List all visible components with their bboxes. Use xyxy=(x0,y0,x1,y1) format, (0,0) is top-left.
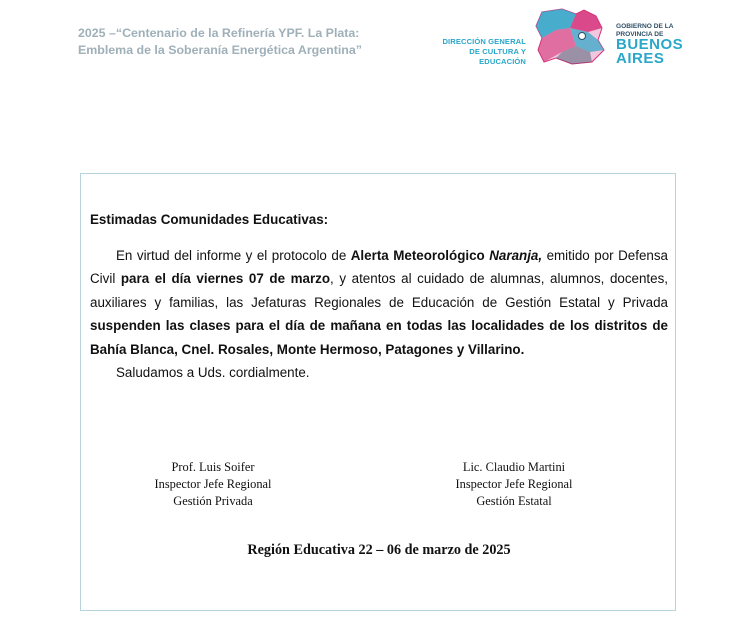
gob-line: PROVINCIA DE xyxy=(616,30,664,38)
signature-name: Lic. Claudio Martini xyxy=(462,460,566,474)
gob-line: GOBIERNO DE LA xyxy=(616,23,674,30)
dgce-line: DIRECCIÓN GENERAL xyxy=(442,37,526,46)
gob-line: BUENOS xyxy=(616,36,684,53)
province-map-logo-icon xyxy=(532,6,610,66)
body-segment: , y atentos al cuidado de alumnas, alumnos, docentes, auxiliares y familias, las Jefaturas Regionales de Educación de Gestión Estatal y Privada xyxy=(90,271,669,310)
body-segment: En virtud del informe y el protocolo de xyxy=(116,248,351,263)
body-segment-bold: Alerta Meteorológico xyxy=(350,248,490,263)
letter-body xyxy=(90,244,668,361)
signature-block-left xyxy=(113,459,313,510)
motto-line: 2025 –“Centenario de la Refinería YPF. La Plata: xyxy=(78,26,360,40)
signature-role: Inspector Jefe Regional xyxy=(154,477,272,491)
signature-role: Inspector Jefe Regional xyxy=(455,477,573,491)
region-date: Región Educativa 22 – 06 de marzo de 2025 xyxy=(247,542,511,558)
signature-area: Gestión Estatal xyxy=(476,494,552,508)
signature-area: Gestión Privada xyxy=(173,494,253,508)
letter-box xyxy=(80,173,676,611)
body-segment: emitido por Defensa Civil xyxy=(90,248,668,287)
dgce-logo-text xyxy=(422,37,526,67)
letter-closing: Saludamos a Uds. cordialmente. xyxy=(116,365,310,380)
gobierno-logo-text xyxy=(616,23,736,66)
header-motto xyxy=(78,25,408,59)
dgce-line: EDUCACIÓN xyxy=(479,57,526,66)
body-segment-bold: suspenden las clases para el día de mañana en todas las localidades de los distritos de Bahía Blanca, Cnel. Rosales, Monte Hermoso, Patagones y Villarino. xyxy=(90,318,668,357)
gob-line: AIRES xyxy=(616,50,665,67)
signature-block-right xyxy=(414,459,614,510)
letter-greeting: Estimadas Comunidades Educativas: xyxy=(90,212,329,227)
body-segment-bold: para el día viernes 07 de marzo xyxy=(120,271,331,287)
motto-line: Emblema de la Soberanía Energética Argentina” xyxy=(78,43,362,57)
dgce-line: DE CULTURA Y xyxy=(469,47,526,56)
body-segment-bold-italic: Naranja, xyxy=(489,248,543,263)
signature-name: Prof. Luis Soifer xyxy=(171,460,255,474)
